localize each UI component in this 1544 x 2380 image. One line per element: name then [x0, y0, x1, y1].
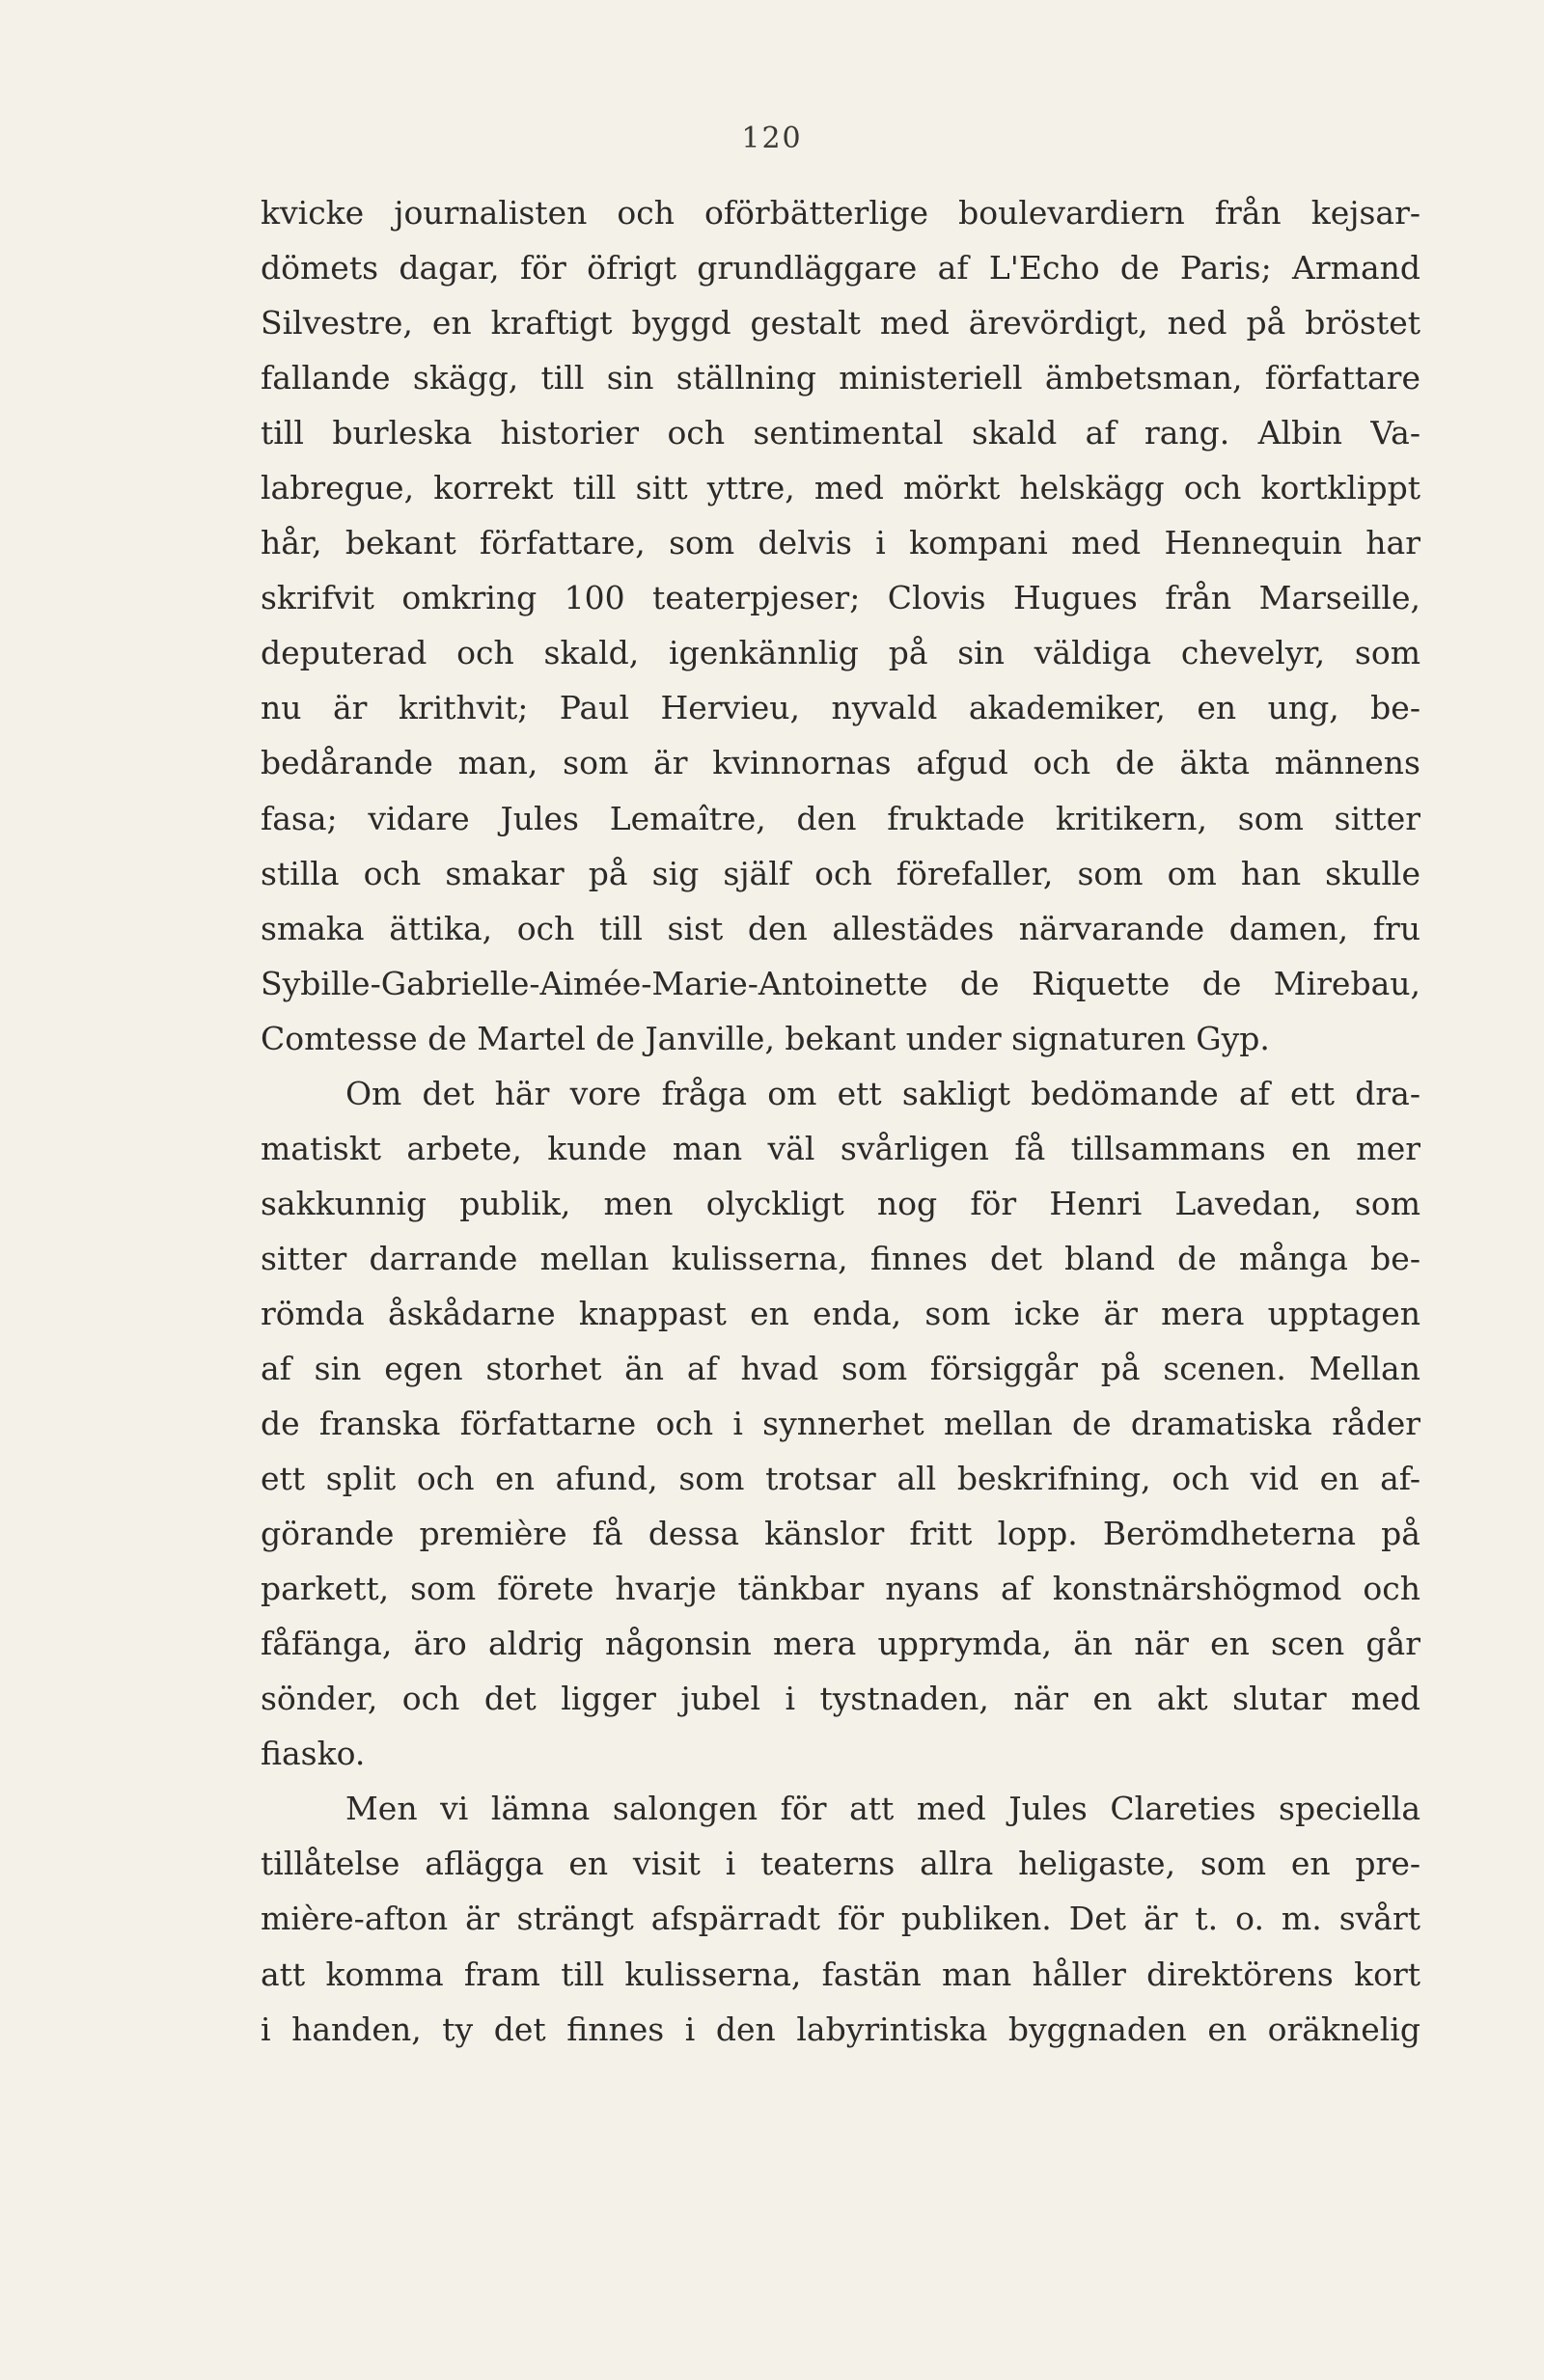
- text-line: dömets dagar, för öfrigt grundläggare af L'Echo de Paris; Armand: [261, 249, 1420, 287]
- text-line: skrifvit omkring 100 teaterpjeser; Clovis Hugues från Marseille,: [261, 579, 1420, 617]
- text-line: ett split och en afund, som trotsar all beskrifning, och vid en af-: [261, 1460, 1420, 1498]
- text-line: fallande skägg, till sin ställning ministeriell ämbetsman, författare: [261, 359, 1420, 397]
- text-line: till burleska historier och sentimental skald af rang. Albin Va-: [261, 414, 1420, 452]
- text-line: bedårande man, som är kvinnornas afgud och de äkta männens: [261, 744, 1420, 782]
- text-line: nu är krithvit; Paul Hervieu, nyvald akademiker, en ung, be-: [261, 689, 1420, 727]
- text-line: mière-afton är strängt afspärradt för publiken. Det är t. o. m. svårt: [261, 1900, 1420, 1938]
- text-line: i handen, ty det finnes i den labyrintiska byggnaden en oräknelig: [261, 2010, 1420, 2048]
- text-line: af sin egen storhet än af hvad som försiggår på scenen. Mellan: [261, 1349, 1420, 1387]
- text-line: deputerad och skald, igenkännlig på sin väldiga chevelyr, som: [261, 634, 1420, 672]
- text-line: Sybille-Gabrielle-Aimée-Marie-Antoinette de Riquette de Mirebau,: [261, 964, 1420, 1002]
- text-line: parkett, som förete hvarje tänkbar nyans af konstnärshögmod och: [261, 1570, 1420, 1608]
- text-line: de franska författarne och i synnerhet mellan de dramatiska råder: [261, 1405, 1420, 1443]
- text-line: smaka ättika, och till sist den allestädes närvarande damen, fru: [261, 909, 1420, 947]
- text-line: sakkunnig publik, men olyckligt nog för Henri Lavedan, som: [261, 1184, 1420, 1222]
- text-line: fåfänga, äro aldrig någonsin mera upprymda, än när en scen går: [261, 1625, 1420, 1663]
- text-line: att komma fram till kulisserna, fastän man håller direktörens kort: [261, 1955, 1420, 1993]
- page-number: 120: [741, 122, 803, 155]
- text-line: Silvestre, en kraftigt byggd gestalt med ärevördigt, ned på bröstet: [261, 304, 1420, 342]
- body-text: [261, 185, 1420, 2057]
- text-line: Comtesse de Martel de Janville, bekant under signaturen Gyp.: [261, 1019, 1270, 1057]
- text-line: stilla och smakar på sig själf och förefaller, som om han skulle: [261, 854, 1420, 892]
- text-line: görande première få dessa känslor fritt lopp. Berömdheterna på: [261, 1515, 1420, 1553]
- text-line: fasa; vidare Jules Lemaître, den fruktade kritikern, som sitter: [261, 799, 1420, 837]
- text-line: matiskt arbete, kunde man väl svårligen få tillsammans en mer: [261, 1129, 1420, 1167]
- text-line: kvicke journalisten och oförbätterlige boulevardiern från kejsar-: [261, 194, 1420, 232]
- text-line: römda åskådarne knappast en enda, som icke är mera upptagen: [261, 1294, 1420, 1332]
- text-line: sönder, och det ligger jubel i tystnaden, när en akt slutar med: [261, 1680, 1420, 1718]
- text-line: fiasko.: [261, 1735, 366, 1773]
- text-line: tillåtelse aflägga en visit i teaterns allra heligaste, som en pre-: [261, 1845, 1420, 1883]
- text-line: labregue, korrekt till sitt yttre, med mörkt helskägg och kortklippt: [261, 469, 1420, 507]
- text-line: hår, bekant författare, som delvis i kompani med Hennequin har: [261, 524, 1420, 562]
- text-line: sitter darrande mellan kulisserna, finnes det bland de många be-: [261, 1239, 1420, 1277]
- text-line: Om det här vore fråga om ett sakligt bedömande af ett dra-: [345, 1074, 1420, 1112]
- text-line: Men vi lämna salongen för att med Jules Clareties speciella: [345, 1790, 1420, 1828]
